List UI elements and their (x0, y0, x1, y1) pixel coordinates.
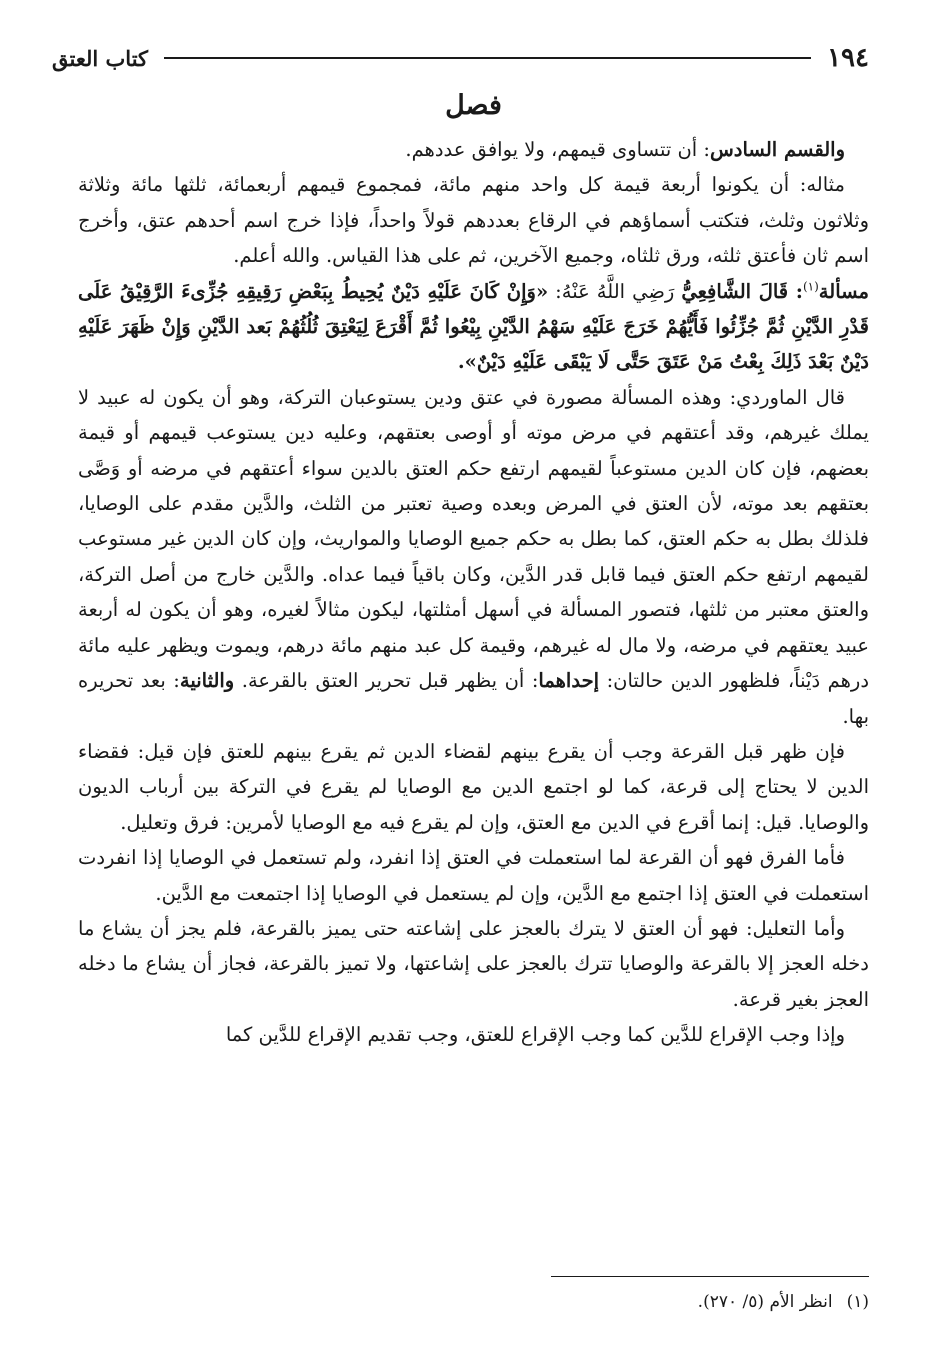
shafii-said: قَالَ الشَّافِعِيُّ (681, 279, 789, 303)
paragraph-text: : أن يظهر قبل تحرير العتق بالقرعة. (234, 669, 539, 693)
paragraph-text: وإذا وجب الإقراع للدَّين كما وجب الإقراع للعتق، وجب تقديم الإقراع للدَّين كما (225, 1023, 845, 1047)
shafii-quote: «وَإِنْ كَانَ عَلَيْهِ دَيْنٌ يُحِيطُ بِبَعْضِ رَقِيقِهِ جُزِّىءَ الرَّقِيْقُ عَلَى قَدْرِ الدَّيْنِ ثُمَّ جُزِّئُوا فَأَيُّهُمْ خَرَجَ عَلَيْهِ سَهْمُ الدَّيْنِ بِيْعُوا ثُمَّ أَقْرَعَ لِيَعْتِقَ ثُلُثُهُمْ بَعد الدَّيْنِ وَإِنْ ظَهَرَ عَلَيْهِ دَيْنٌ بَعْدَ ذَلِكَ بِعْتُ مَنْ عَتَقَ حَتَّى لَا يَبْقَى عَلَيْهِ دَيْنٌ». (78, 279, 869, 374)
paragraph-6 (78, 840, 869, 911)
paragraph-5 (78, 734, 869, 840)
section-lead: والقسم السادس (710, 138, 845, 161)
paragraph-3 (78, 274, 869, 380)
paragraph-7 (78, 911, 869, 1017)
paragraph-4 (78, 380, 869, 734)
footnote (78, 1290, 869, 1314)
first-case-label: إحداهما (538, 669, 600, 693)
paragraph-text: قال الماوردي: وهذه المسألة مصورة في عتق ودين يستوعبان التركة، وهو أن يكون له عبيد لا يملك غيرهم، وقد أعتقهم في مرض موته أو أوصى بعتقهم، وعليه دين يستوعب قيمهم أو قيمة بعضهم، فإن كان الدين مستوعباً لقيمهم ارتفع حكم العتق بالدين سواء أعتقهم في مرضه أو وَصَّى بعتقهم بعد موته، لأن العتق في المرض وبعده وصية تعتبر من الثلث، والدَّين مقدم على الوصايا، فلذلك بطل به حكم العتق، كما بطل به حكم جميع الوصايا والمواريث، وإن كان الدين غير مستوعب لقيمهم ارتفع حكم العتق فيما قابل قدر الدَّين، وكان باقياً فيما عداه. والدَّين خارج من أصل التركة، والعتق معتبر من ثلثها، فتصور المسألة في أسهل أمثلتها، ليكون مثالاً لغيره، وهو أن يكون له أربعة عبيد يعتقهم في مرضه، ولا مال له غيرهم، وقيمة كل عبد منهم مائة درهم، ويموت ويظهر عليه مائة درهم دَيْناً، فلظهور الدين حالتان: (78, 385, 870, 693)
page-number: ١٩٤ (827, 43, 869, 73)
paragraph-text: : بعد تحريره بها. (78, 669, 869, 728)
book-title: كتاب العتق (52, 45, 149, 71)
honorific: رَضِي اللَّهُ عَنْهُ: (548, 279, 682, 303)
footnote-ref: (١) (802, 279, 819, 294)
issue-colon: : (788, 279, 803, 303)
paragraph-8 (78, 1017, 869, 1052)
paragraph-text: مثاله: أن يكونوا أربعة قيمة كل واحد منهم مائة، فمجموع قيمهم أربعمائة، ثلثها مائة وثلاثة وثلاثون وثلث، فتكتب أسماؤهم في الرقاع بعددهم قولاً واحداً، فإذا خرج اسم أحدهم عتق، وأخرج اسم ثان فأعتق ثلثه، ورق ثلثاه، وجميع الآخرين، ثم على هذا القياس. والله أعلم. (78, 173, 869, 268)
second-case-label: والثانية (179, 669, 235, 693)
footnote-text: انظر الأم (٥/ ٢٧٠). (697, 1292, 833, 1312)
header-rule (164, 57, 811, 59)
paragraph-text: : أن تتساوى قيمهم، ولا يوافق عددهم. (405, 138, 710, 161)
paragraph-2 (78, 167, 869, 273)
page-header (52, 38, 869, 78)
main-text (78, 132, 869, 1053)
paragraph-text: فأما الفرق فهو أن القرعة لما استعملت في العتق إذا انفرد، ولم تستعمل في الوصايا إذا انفردت استعملت في العتق إذا اجتمع مع الدَّين، وإن لم يستعمل في الوصايا إذا اجتمعت مع الدَّين. (78, 846, 869, 905)
issue-lead: مسألة (818, 279, 869, 303)
footnote-number: (١) (846, 1292, 869, 1312)
paragraph-1 (78, 132, 869, 167)
footnote-rule (551, 1276, 869, 1277)
section-title: فصل (445, 90, 502, 121)
paragraph-text: وأما التعليل: فهو أن العتق لا يترك بالعجز على إشاعته حتى يميز بالقرعة، فلم يجز أن يشاع ما دخله العجز إلا بالقرعة والوصايا تترك بالعجز على إشاعتها، ولا تميز بالقرعة، فجاز أن يشاع ما دخله العجز بغير قرعة. (78, 916, 869, 1011)
paragraph-text: فإن ظهر قبل القرعة وجب أن يقرع بينهم لقضاء الدين ثم يقرع بينهم للعتق فإن قيل: فقضاء الدين لا يحتاج إلى قرعة، كما لو اجتمع الدين مع الوصايا لم يقرع في التركة بين أرباب الديون والوصايا. قيل: إنما أقرع في الدين مع العتق، وإن لم يقرع فيه مع الوصايا لأمرين: فرق وتعليل. (78, 739, 869, 834)
